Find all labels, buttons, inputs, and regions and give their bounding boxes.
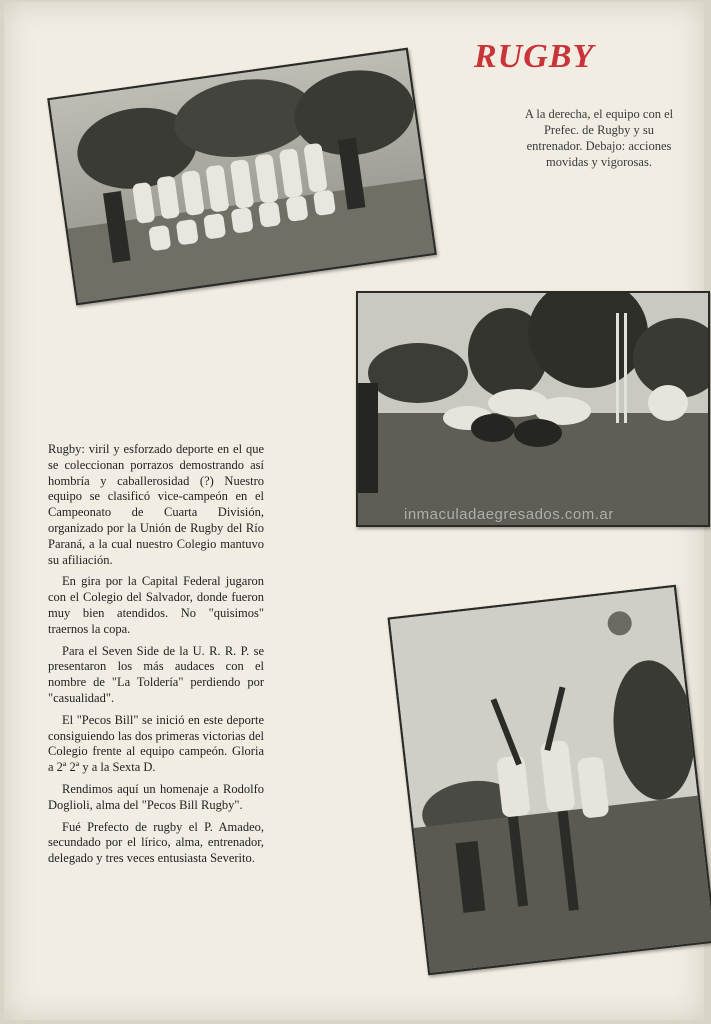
page-title: RUGBY [474, 38, 595, 75]
article-paragraph: En gira por la Capital Federal jugaron con el Colegio del Salvador, donde fueron muy bien atendidos. No "quisimos" traernos la copa. [48, 574, 264, 636]
photo-caption: A la derecha, el equipo con el Prefec. de Rugby y su entrenador. Debajo: acciones movidas y vigorosas. [524, 107, 674, 169]
article-paragraph: El "Pecos Bill" se inició en este deporte consiguiendo las dos primeras victorias del Colegio frente al equipo campeón. Gloria a 2ª 2ª y a la Sexta D. [48, 712, 264, 775]
lineout-photo-image [390, 587, 711, 973]
article-paragraph: Para el Seven Side de la U. R. R. P. se presentaron los más audaces con el nombre de "La Toldería" perdiendo por "casualidad". [48, 643, 264, 705]
scrum-photo-image [358, 293, 708, 525]
team-photo [47, 48, 437, 306]
article-paragraph: Fué Prefecto de rugby el P. Amadeo, secundado por el lírico, alma, entrenador, delegado y tres veces entusiasta Severito. [48, 819, 264, 866]
article-paragraph: Rendimos aquí un homenaje a Rodolfo Doglioli, alma del "Pecos Bill Rugby". [48, 781, 264, 812]
article-paragraph: Rugby: viril y esforzado deporte en el que se coleccionan porrazos demostrando así hombría y caballerosidad (?) Nuestro equipo se clasificó vice-campeón en el Campeonato de Cuarta División, organizado por la Unión de Rugby del Río Paraná, a la cual nuestro Colegio mantuvo su afiliación. [48, 442, 264, 567]
magazine-page [4, 2, 704, 1020]
team-photo-image [49, 50, 434, 303]
scrum-photo [356, 291, 710, 527]
watermark: inmaculadaegresados.com.ar [404, 506, 614, 523]
article-body [48, 442, 264, 873]
lineout-photo [388, 585, 711, 976]
